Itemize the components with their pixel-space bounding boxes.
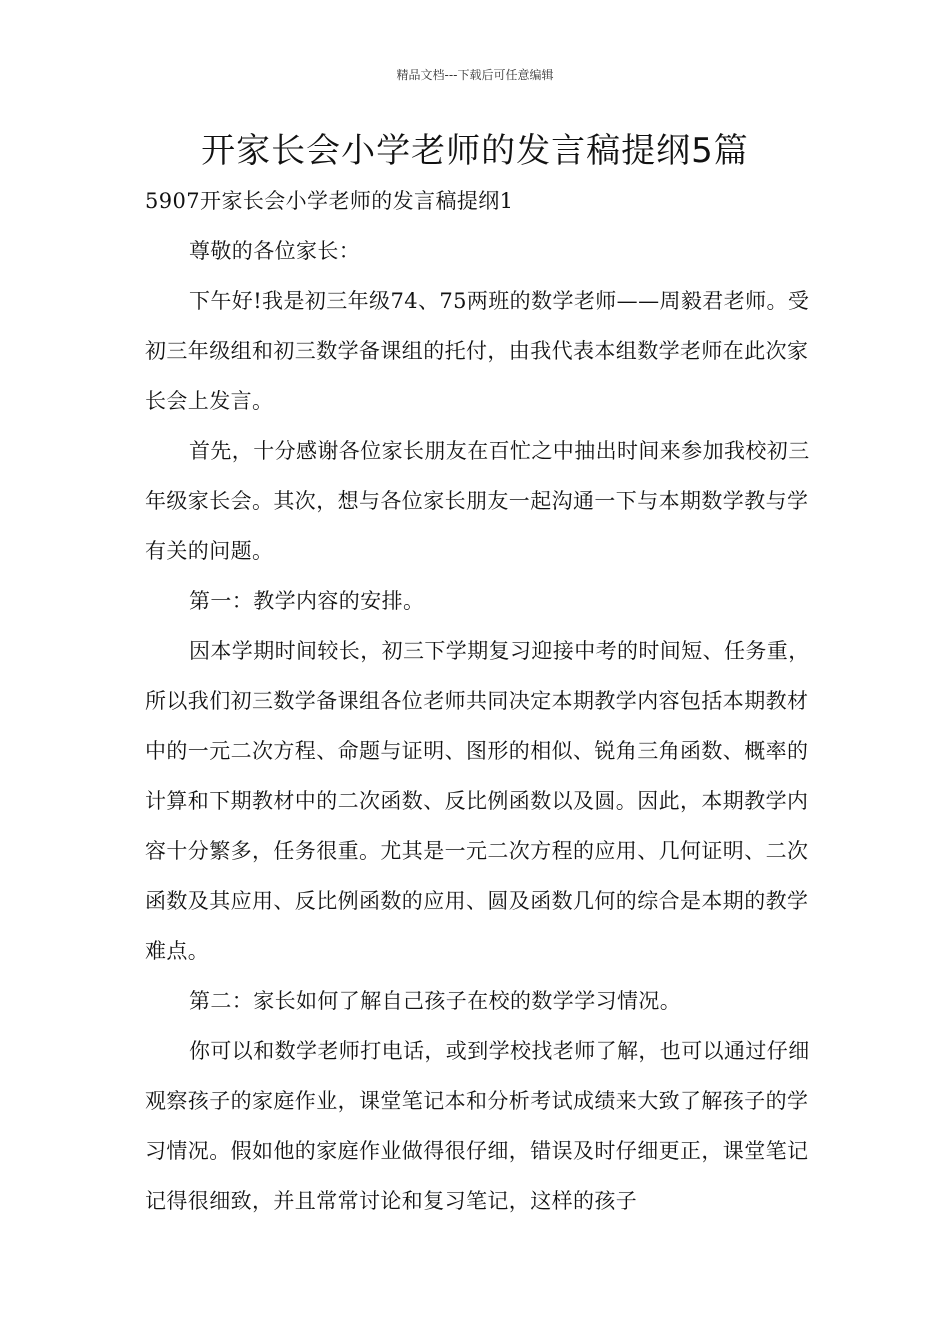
document-title: 开家长会小学老师的发言稿提纲5篇 [201, 131, 749, 171]
subheading: 第二：家长如何了解自己孩子在校的数学学习情况。 [189, 989, 682, 1013]
paragraph: 你可以和数学老师打电话，或到学校找老师了解，也可以通过仔细观察孩子的家庭作业，课堂笔记本和分析考试成绩来大致了解孩子的学习情况。假如他的家庭作业做得很仔细，错误及时仔细更正，课堂笔记记得很细致，并且常常讨论和复习笔记，这样的孩子 [145, 1039, 810, 1213]
section-heading: 5907开家长会小学老师的发言稿提纲1 [145, 189, 514, 213]
paragraph: 首先，十分感谢各位家长朋友在百忙之中抽出时间来参加我校初三年级家长会。其次，想与各位家长朋友一起沟通一下与本期数学教与学有关的问题。 [145, 439, 810, 563]
header-note: 精品文档---下载后可任意编辑 [396, 68, 554, 82]
paragraph: 因本学期时间较长，初三下学期复习迎接中考的时间短、任务重，所以我们初三数学备课组各位老师共同决定本期教学内容包括本期教材中的一元二次方程、命题与证明、图形的相似、锐角三角函数、概率的计算和下期教材中的二次函数、反比例函数以及圆。因此，本期教学内容十分繁多，任务很重。尤其是一元二次方程的应用、几何证明、二次函数及其应用、反比例函数的应用、圆及函数几何的综合是本期的教学难点。 [145, 639, 810, 963]
document-body [145, 176, 810, 1226]
subheading: 第一：教学内容的安排。 [189, 589, 425, 613]
paragraph: 下午好!我是初三年级74、75两班的数学老师——周毅君老师。受初三年级组和初三数学备课组的托付，由我代表本组数学老师在此次家长会上发言。 [145, 289, 810, 413]
salutation: 尊敬的各位家长： [189, 239, 361, 263]
